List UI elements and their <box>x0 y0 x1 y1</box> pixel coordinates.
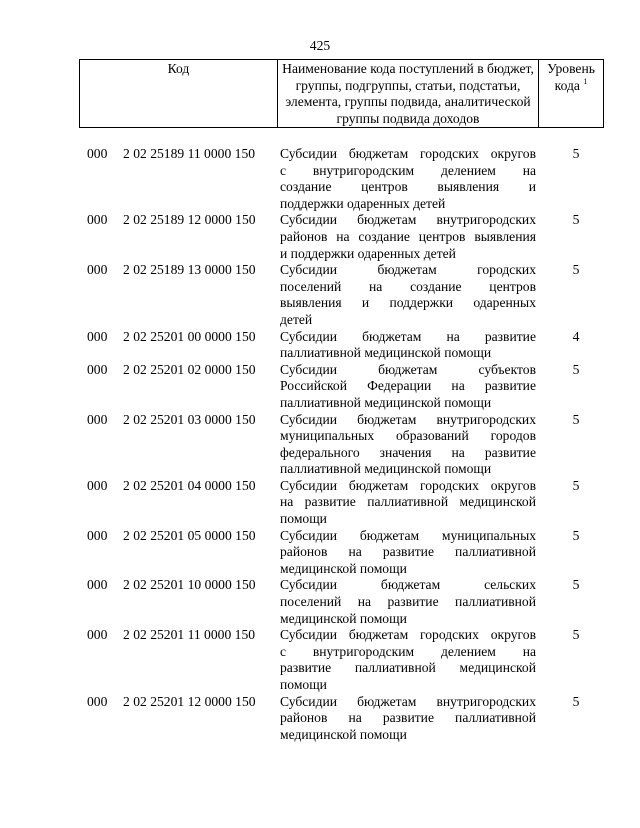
row-revenue-code: 2 02 25189 11 0000 150 <box>123 146 256 161</box>
row-description-line: Субсидии бюджетам на развитие <box>280 328 536 344</box>
row-description <box>280 694 536 744</box>
row-revenue-code: 2 02 25201 02 0000 150 <box>123 361 256 377</box>
table-row <box>0 412 640 478</box>
row-description-line: развитие паллиативной медицинской <box>280 660 536 676</box>
row-level: 5 <box>572 477 580 493</box>
table-row <box>0 694 640 744</box>
row-description-line: паллиативной медицинской помощи <box>280 461 492 477</box>
row-description <box>280 577 536 627</box>
row-description <box>280 528 536 578</box>
row-description <box>280 146 536 212</box>
row-admin-code: 000 <box>87 411 108 427</box>
row-description-line: Субсидии бюджетам субъектов <box>280 361 536 377</box>
row-admin-code: 000 <box>87 477 108 493</box>
table-row <box>0 212 640 262</box>
row-admin-code: 000 <box>87 212 108 228</box>
row-revenue-code: 2 02 25201 12 0000 150 <box>123 693 256 709</box>
page-number: 425 <box>309 38 331 53</box>
row-description <box>280 329 536 362</box>
row-description-line: медицинской помощи <box>280 726 407 742</box>
row-admin-code: 000 <box>87 693 108 709</box>
row-level: 4 <box>572 328 580 344</box>
header-level-line1: Уровень <box>547 61 595 76</box>
row-level: 5 <box>572 627 580 643</box>
row-revenue-code: 2 02 25201 05 0000 150 <box>123 527 256 543</box>
row-level: 5 <box>572 693 580 709</box>
row-description <box>280 262 536 328</box>
row-level: 5 <box>572 361 580 377</box>
row-description-line: Субсидии бюджетам сельских <box>280 577 536 593</box>
table-row <box>0 528 640 578</box>
row-revenue-code: 2 02 25189 13 0000 150 <box>123 262 256 278</box>
table-row <box>0 262 640 328</box>
row-admin-code: 000 <box>87 627 108 643</box>
row-description <box>280 412 536 478</box>
table-row <box>0 362 640 412</box>
row-description-line: Субсидии бюджетам внутригородских <box>280 411 536 427</box>
table-row <box>0 329 640 362</box>
row-level: 5 <box>572 262 580 278</box>
row-description-line: Субсидии бюджетам городских округов <box>280 146 536 161</box>
row-revenue-code: 2 02 25201 11 0000 150 <box>123 627 256 643</box>
row-description-line: поселений на создание центров <box>280 278 536 294</box>
row-description-line: паллиативной медицинской помощи <box>280 345 492 361</box>
row-admin-code: 000 <box>87 527 108 543</box>
row-level: 5 <box>572 577 580 593</box>
row-level: 5 <box>572 411 580 427</box>
row-description <box>280 362 536 412</box>
header-code: Код <box>80 60 278 127</box>
row-description-line: Субсидии бюджетам муниципальных <box>280 527 536 543</box>
row-description-line: помощи <box>280 511 327 527</box>
row-description <box>280 212 536 262</box>
row-description-line: поддержки одаренных детей <box>280 195 446 211</box>
row-revenue-code: 2 02 25201 10 0000 150 <box>123 577 256 593</box>
row-description-line: помощи <box>280 677 327 692</box>
row-level: 5 <box>572 146 580 161</box>
row-description-line: федерального значения на развитие <box>280 444 536 460</box>
row-description-line: Российской Федерации на развитие <box>280 378 536 394</box>
table-row <box>0 478 640 528</box>
row-description-line: Субсидии бюджетам внутригородских <box>280 693 536 709</box>
row-level: 5 <box>572 212 580 228</box>
row-description-line: Субсидии бюджетам городских <box>280 262 536 278</box>
row-description <box>280 627 536 693</box>
row-revenue-code: 2 02 25201 00 0000 150 <box>123 328 256 344</box>
row-description-line: выявления и поддержки одаренных <box>280 295 536 311</box>
row-description-line: с внутригородским делением на <box>280 162 536 178</box>
table-row <box>0 577 640 627</box>
row-admin-code: 000 <box>87 146 108 161</box>
row-description-line: медицинской помощи <box>280 560 407 576</box>
header-level-line2: кода <box>554 77 580 93</box>
row-description-line: паллиативной медицинской помощи <box>280 394 492 410</box>
row-description-line: детей <box>280 311 313 327</box>
row-description-line: Субсидии бюджетам внутригородских <box>280 212 536 228</box>
row-description-line: Субсидии бюджетам городских округов <box>280 627 536 643</box>
row-revenue-code: 2 02 25201 03 0000 150 <box>123 411 256 427</box>
row-admin-code: 000 <box>87 577 108 593</box>
row-description-line: на развитие паллиативной медицинской <box>280 494 536 510</box>
row-description-line: муниципальных образований городов <box>280 428 536 444</box>
header-level <box>539 60 603 127</box>
row-description <box>280 478 536 528</box>
table-header <box>79 59 604 128</box>
row-revenue-code: 2 02 25201 04 0000 150 <box>123 477 256 493</box>
row-admin-code: 000 <box>87 262 108 278</box>
row-revenue-code: 2 02 25189 12 0000 150 <box>123 212 256 228</box>
row-description-line: районов на развитие паллиативной <box>280 544 536 560</box>
row-description-line: создание центров выявления и <box>280 179 536 195</box>
row-description-line: районов на развитие паллиативной <box>280 710 536 726</box>
table-row <box>0 627 640 693</box>
table-row <box>0 146 640 212</box>
row-description-line: медицинской помощи <box>280 610 407 626</box>
row-description-line: районов на создание центров выявления <box>280 228 536 244</box>
table-body <box>0 146 640 743</box>
row-description-line: поселений на развитие паллиативной <box>280 594 536 610</box>
header-level-footnote: 1 <box>583 76 588 86</box>
row-description-line: и поддержки одаренных детей <box>280 245 456 261</box>
row-description-line: Субсидии бюджетам городских округов <box>280 477 536 493</box>
row-admin-code: 000 <box>87 361 108 377</box>
row-level: 5 <box>572 527 580 543</box>
header-name: Наименование кода поступлений в бюджет, группы, подгруппы, статьи, подстатьи, элемента, группы подвида, аналитической группы подвида доходов <box>278 60 539 127</box>
row-admin-code: 000 <box>87 328 108 344</box>
row-description-line: с внутригородским делением на <box>280 643 536 659</box>
